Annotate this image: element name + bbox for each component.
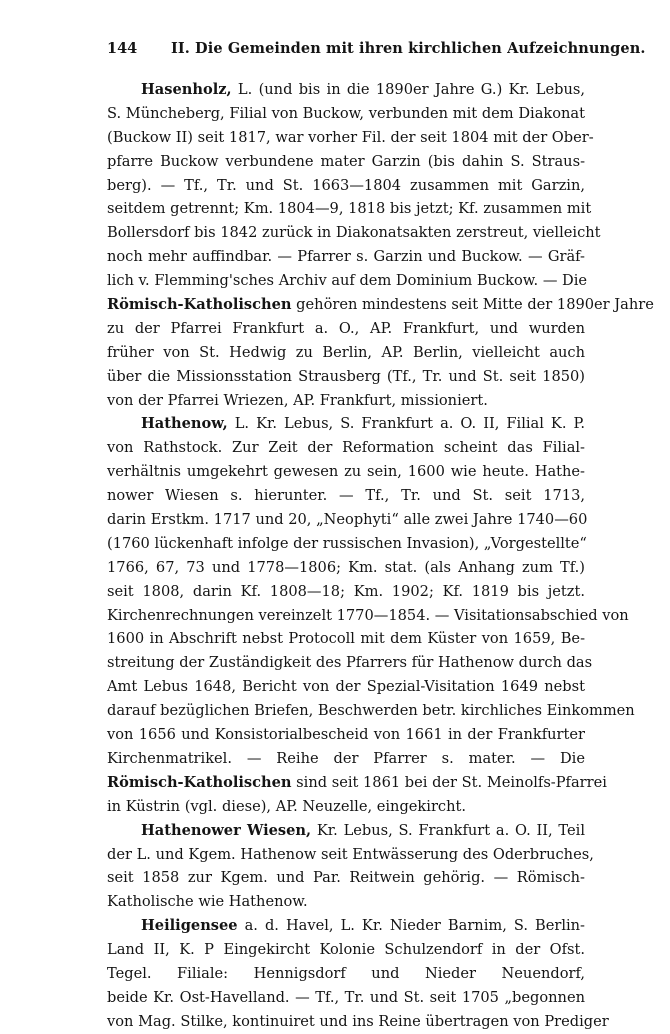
entry-first-line [107, 819, 585, 843]
line-text: von 1656 und Konsistorialbescheid von 1661 in der Frankfurter [107, 726, 585, 744]
line-text: berg). — Tf., Tr. und St. 1663—1804 zusammen mit Garzin, [107, 176, 585, 194]
text-line [107, 365, 585, 389]
entry-first-line [107, 914, 585, 938]
running-title: II. Die Gemeinden mit ihren kirchlichen Aufzeichnungen. [171, 40, 646, 57]
text-line [107, 699, 635, 723]
line-text: streitung der Zuständigkeit des Pfarrers für Hathenow durch das [107, 654, 593, 672]
text-line [107, 221, 601, 245]
line-text: Bollersdorf bis 1842 zurück in Diakonatsakten zerstreut, vielleicht [107, 224, 601, 242]
text-line [107, 197, 592, 221]
line-text: pfarre Buckow verbundene mater Garzin (bis dahin S. Straus- [107, 152, 585, 170]
line-text: Katholische wie Hathenow. [107, 893, 308, 911]
entry-headword: Hathenower Wiesen, [141, 821, 312, 839]
line-text: Amt Lebus 1648, Bericht von der Spezial-Visitation 1649 nebst [107, 678, 585, 696]
text-line [107, 627, 585, 651]
line-text: zu der Pfarrei Frankfurt a. O., AP. Frankfurt, und wurden [107, 319, 585, 337]
line-text: seitdem getrennt; Km. 1804—9, 1818 bis jetzt; Kf. zusammen mit [107, 200, 592, 218]
page-number: 144 [107, 40, 138, 57]
text-line [107, 484, 585, 508]
entry-first-line [107, 293, 654, 317]
text-line [107, 723, 585, 747]
entry-first-line [107, 412, 585, 436]
text-line [107, 174, 585, 198]
text-line [107, 269, 588, 293]
line-text: gehören mindestens seit Mitte der 1890er Jahre [291, 296, 654, 314]
text-line [107, 1010, 609, 1034]
line-text: L. Kr. Lebus, S. Frankfurt a. O. II, Filial K. P. [227, 415, 585, 433]
text-line [107, 747, 585, 771]
line-text: seit 1858 zur Kgem. und Par. Reitwein gehörig. — Römisch- [107, 869, 585, 887]
line-text: (Buckow II) seit 1817, war vorher Fil. der seit 1804 mit der Ober- [107, 128, 594, 146]
line-text: L. (und bis in die 1890er Jahre G.) Kr. Lebus, [231, 81, 585, 98]
text-line [107, 126, 594, 150]
text-line [107, 675, 585, 699]
text-line [107, 460, 585, 484]
line-text: nower Wiesen s. hierunter. — Tf., Tr. und St. seit 1713, [107, 487, 585, 505]
entry-headword: Heiligensee [141, 917, 238, 935]
line-text: sind seit 1861 bei der St. Meinolfs-Pfarrei [291, 773, 607, 791]
entry-headword: Römisch-Katholischen [107, 296, 292, 314]
line-text: in Küstrin (vgl. diese), AP. Neuzelle, eingekircht. [107, 797, 466, 815]
line-text: darin Erstkm. 1717 und 20, „Neophyti“ alle zwei Jahre 1740—60 [107, 511, 588, 529]
line-text: von Rathstock. Zur Zeit der Reformation scheint das Filial- [107, 439, 585, 457]
line-text: Kirchenrechnungen vereinzelt 1770—1854. — Visitationsabschied von [107, 606, 629, 624]
entry-first-line [107, 771, 607, 795]
line-text: beide Kr. Ost-Havelland. — Tf., Tr. und St. seit 1705 „begonnen [107, 988, 585, 1006]
line-text: verhältnis umgekehrt gewesen zu sein, 1600 wie heute. Hathe- [107, 463, 585, 481]
entry-headword: Hathenow, [141, 415, 228, 433]
text-line [107, 102, 585, 126]
running-header [107, 40, 646, 57]
line-text: seit 1808, darin Kf. 1808—18; Km. 1902; Kf. 1819 bis jetzt. [107, 582, 585, 600]
text-line [107, 843, 594, 867]
line-text: von der Pfarrei Wriezen, AP. Frankfurt, missioniert. [107, 391, 488, 409]
text-line [107, 938, 585, 962]
line-text: 1766, 67, 73 und 1778—1806; Km. stat. (als Anhang zum Tf.) [107, 558, 585, 576]
text-line [107, 556, 585, 580]
text-line [107, 245, 585, 269]
text-line [107, 150, 585, 174]
text-line [107, 580, 585, 604]
entry-headword: Römisch-Katholischen [107, 773, 292, 791]
line-text: 1600 in Abschrift nebst Protocoll mit dem Küster von 1659, Be- [107, 630, 585, 648]
line-text: lich v. Flemming'sches Archiv auf dem Dominium Buckow. — Die [107, 272, 588, 290]
page-body-text [107, 78, 654, 1034]
text-line [107, 532, 585, 556]
text-line [107, 866, 585, 890]
line-text: Land II, K. P Eingekircht Kolonie Schulzendorf in der Ofst. [107, 941, 585, 959]
text-line [107, 651, 593, 675]
line-text: Kr. Lebus, S. Frankfurt a. O. II, Teil [311, 821, 585, 839]
line-text: der L. und Kgem. Hathenow seit Entwässerung des Oderbruches, [107, 845, 594, 863]
line-text: über die Missionsstation Strausberg (Tf., Tr. und St. seit 1850) [107, 367, 585, 385]
line-text: früher von St. Hedwig zu Berlin, AP. Berlin, vielleicht auch [107, 343, 585, 361]
line-text: Tegel. Filiale: Hennigsdorf und Nieder Neuendorf, [107, 964, 585, 982]
text-line [107, 986, 585, 1010]
text-line [107, 890, 585, 914]
text-line [107, 795, 585, 819]
line-text: a. d. Havel, L. Kr. Nieder Barnim, S. Berlin- [237, 917, 585, 935]
line-text: Kirchenmatrikel. — Reihe der Pfarrer s. mater. — Die [107, 749, 585, 767]
text-line [107, 317, 585, 341]
entry-first-line [107, 78, 585, 102]
entry-headword: Hasenholz, [141, 81, 232, 98]
line-text: S. Müncheberg, Filial von Buckow, verbunden mit dem Diakonat [107, 104, 585, 122]
text-line [107, 962, 585, 986]
line-text: (1760 lückenhaft infolge der russischen Invasion), „Vorgestellte“ [107, 534, 587, 552]
text-line [107, 389, 585, 413]
line-text: darauf bezüglichen Briefen, Beschwerden betr. kirchliches Einkommen [107, 702, 635, 720]
text-line [107, 604, 629, 628]
text-line [107, 341, 585, 365]
text-line [107, 508, 588, 532]
text-line [107, 436, 585, 460]
line-text: von Mag. Stilke, kontinuiret und ins Reine übertragen von Prediger [107, 1012, 609, 1030]
line-text: noch mehr auffindbar. — Pfarrer s. Garzin und Buckow. — Gräf- [107, 248, 585, 266]
